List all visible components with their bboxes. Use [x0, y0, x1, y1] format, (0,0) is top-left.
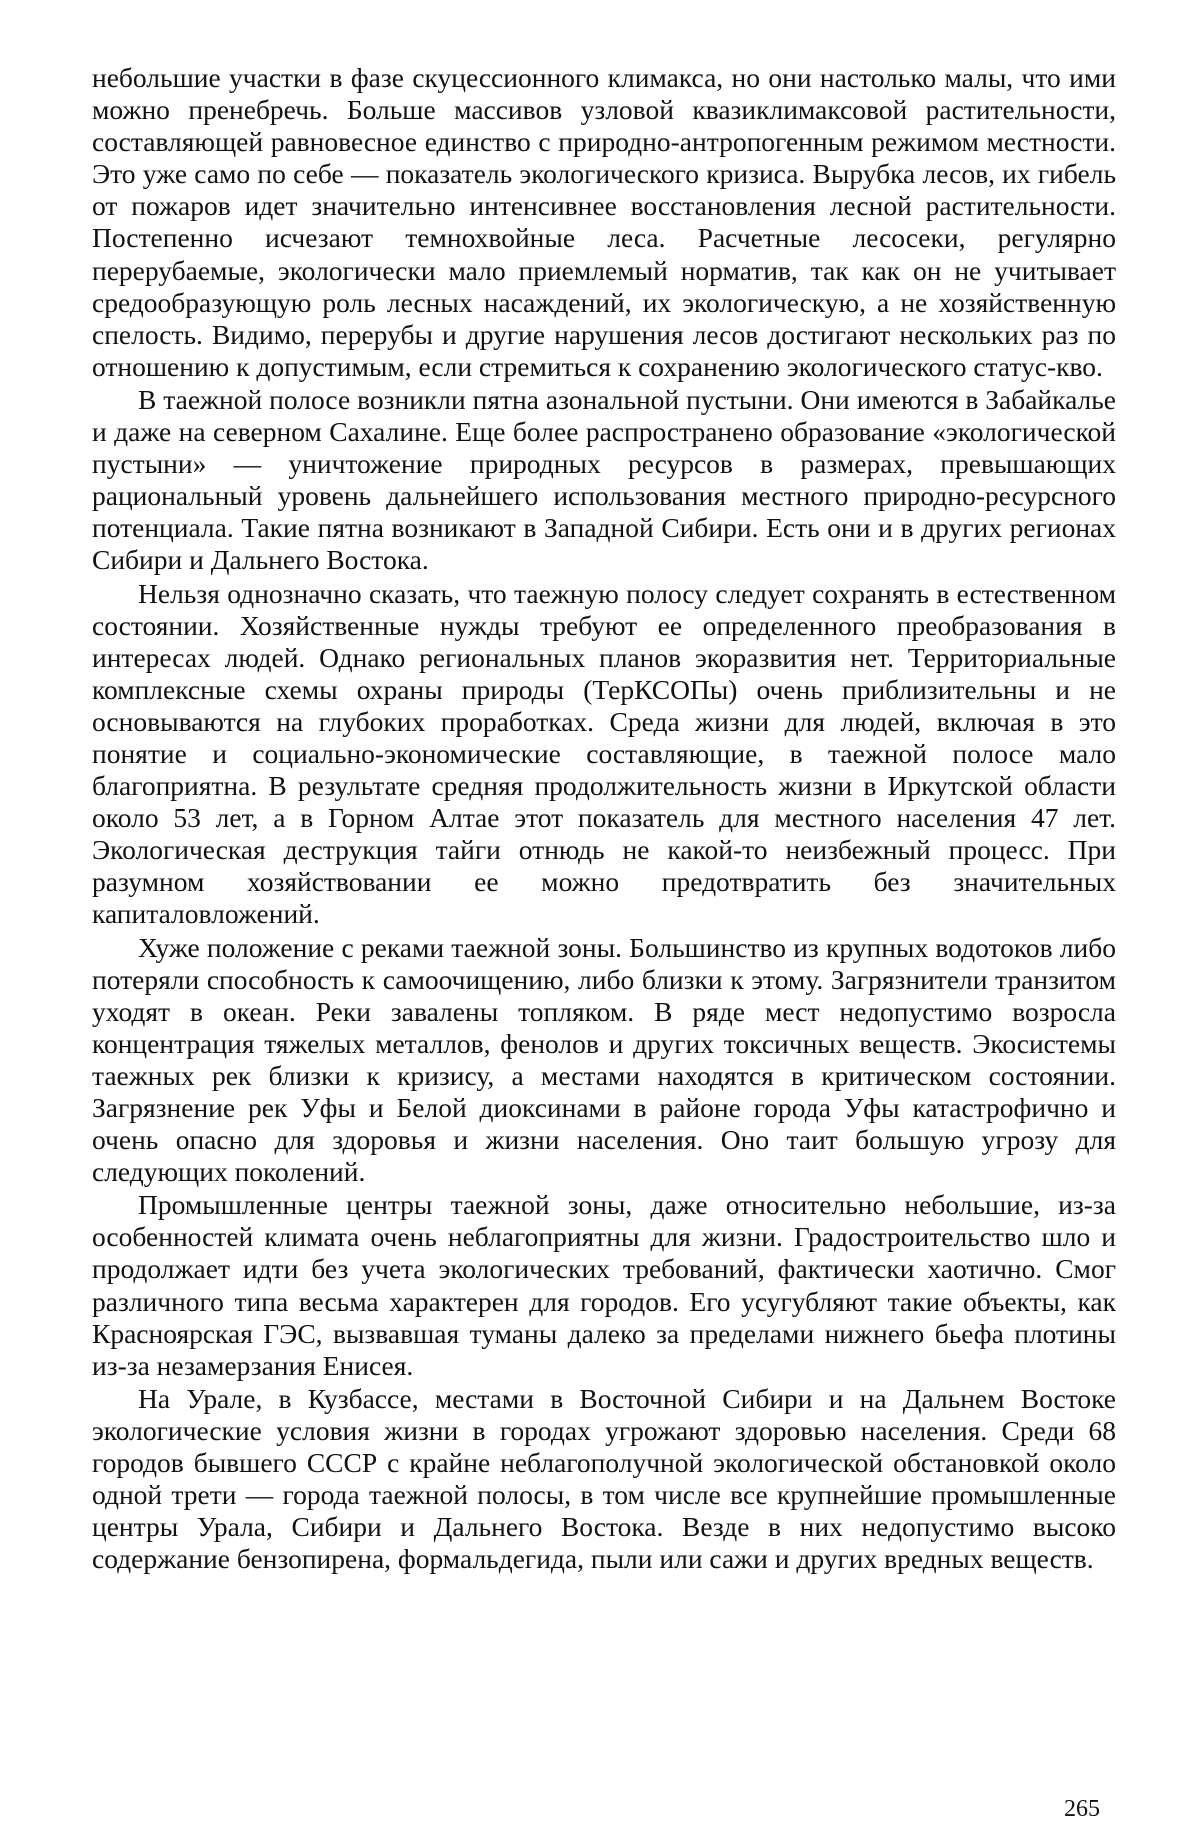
paragraph-2: В таежной полосе возникли пятна азональной пустыни. Они имеются в Забайкалье и даже на северном Сахалине. Еще более распространено образование «экологической пустыни» — уничтожение природных ресурсов в размерах, превышающих рациональный уровень дальнейшего использования местного природно-ресурсного потенциала. Такие пятна возникают в Западной Сибири. Есть они и в других регионах Сибири и Дальнего Востока. [92, 383, 1116, 576]
page-number: 265 [1064, 1796, 1100, 1822]
paragraph-5: Промышленные центры таежной зоны, даже относительно небольшие, из-за особенностей климата очень неблагоприятны для жизни. Градостроительство шло и продолжает идти без учета экологических требований, фактически хаотично. Смог различного типа весьма характерен для городов. Его усугубляют такие объекты, как Красноярская ГЭС, вызвавшая туманы далеко за пределами нижнего бьефа плотины из-за незамерзания Енисея. [92, 1189, 1116, 1381]
paragraph-1: небольшие участки в фазе скуцессионного климакса, но они настолько малы, что ими можно пренебречь. Больше массивов узловой квазиклимаксовой растительности, составляющей равновесное единство с природно-антропогенным режимом местности. Это уже само по себе — показатель экологического кризиса. Вырубка лесов, их гибель от пожаров идет значительно интенсивнее восстановления лесной растительности. Постепенно исчезают темнохвойные леса. Расчетные лесосеки, регулярно перерубаемые, экологически мало приемлемый норматив, так как он не учитывает средообразующую роль лесных насаждений, их экологическую, а не хозяйственную спелость. Видимо, перерубы и другие нарушения лесов достигают нескольких раз по отношению к допустимым, если стремиться к сохранению экологического статус-кво. [92, 62, 1116, 382]
paragraph-4: Хуже положение с реками таежной зоны. Большинство из крупных водотоков либо потеряли способность к самоочищению, либо близки к этому. Загрязнители транзитом уходят в океан. Реки завалены топляком. В ряде мест недопустимо возросла концентрация тяжелых металлов, фенолов и других токсичных веществ. Экосистемы таежных рек близки к кризису, а местами находятся в критическом состоянии. Загрязнение рек Уфы и Белой диоксинами в районе города Уфы катастрофично и очень опасно для здоровья и жизни населения. Оно таит большую угрозу для следующих поколений. [92, 931, 1116, 1188]
paragraph-3: Нельзя однозначно сказать, что таежную полосу следует сохранять в естественном состоянии. Хозяйственные нужды требуют ее определенного преобразования в интересах людей. Однако региональных планов экоразвития нет. Территориальные комплексные схемы охраны природы (ТерКСОПы) очень приблизительны и не основываются на глубоких проработках. Среда жизни для людей, включая в это понятие и социально-экономические составляющие, в таежной полосе мало благоприятна. В результате средняя продолжительность жизни в Иркутской области около 53 лет, а в Горном Алтае этот показатель для местного населения 47 лет. Экологическая деструкция тайги отнюдь не какой-то неизбежный процесс. При разумном хозяйствовании ее можно предотвратить без значительных капиталовложений. [92, 577, 1116, 930]
body-text [92, 62, 1116, 1575]
paragraph-6: На Урале, в Кузбассе, местами в Восточной Сибири и на Дальнем Востоке экологические условия жизни в городах угрожают здоровью населения. Среди 68 городов бывшего СССР с крайне неблагополучной экологической обстановкой около одной трети — города таежной полосы, в том числе все крупнейшие промышленные центры Урала, Сибири и Дальнего Востока. Везде в них недопустимо высоко содержание бензопирена, формальдегида, пыли или сажи и других вредных веществ. [92, 1382, 1116, 1575]
